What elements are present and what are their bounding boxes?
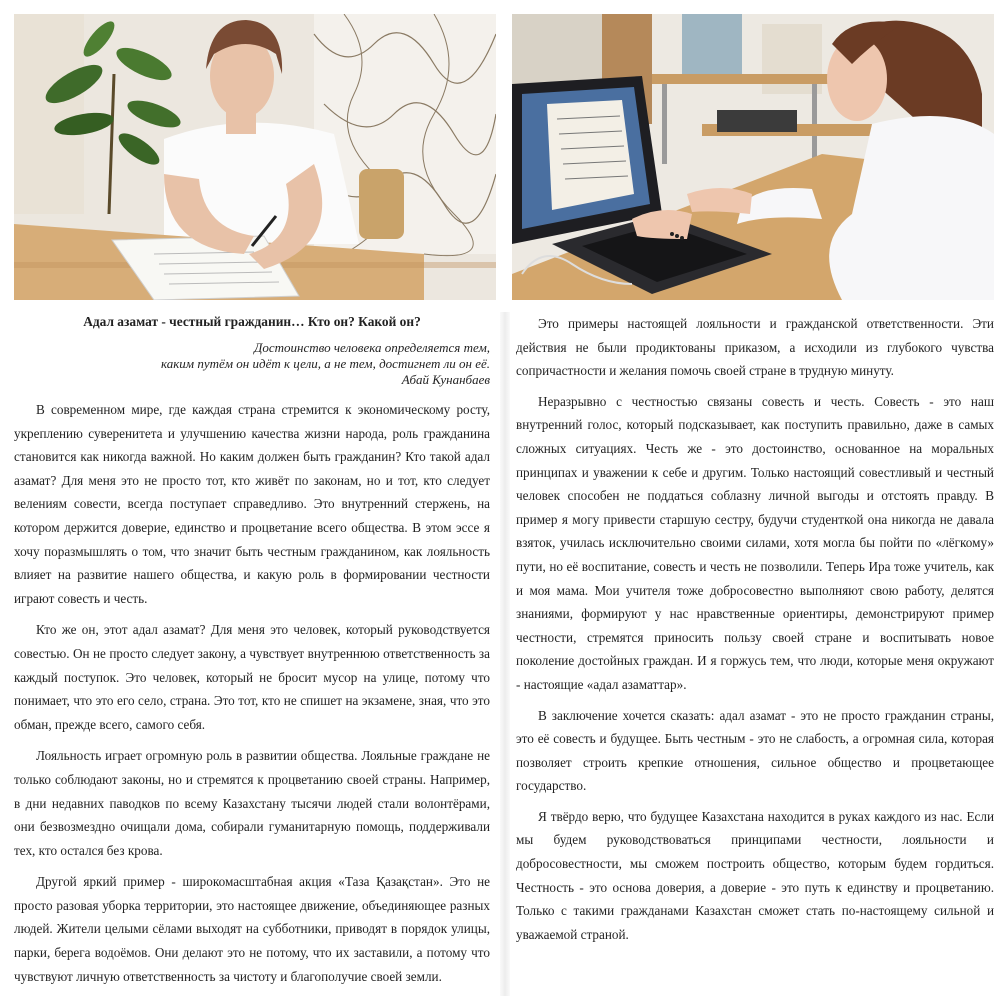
paragraph: Неразрывно с честностью связаны совесть и честь. Совесть - это наш внутренний голос, который подсказывает, как поступить правильно, даже в самых сложных ситуациях. Честь же - это достоинство, основанное на моральных принципах и уважении к себе и другим. Только настоящий совестливый и честный человек способен не поддаться соблазну личной выгоды и отстоять правду. В пример я могу привести старшую сестру, будучи студенткой она никогда не давала взяток, училась исключительно своими силами, хотя могла бы пойти по «лёгкому» пути, но её воспитание, совесть и честь не позволили. Теперь Ира тоже учитель, как и моя мама. Мои учителя тоже добросовестно выполняют свою работу, делятся знаниями, формируют у нас нравственные ориентиры, демонстрируют пример честности, стремятся приносить пользу своей стране и воспитывать новое поколение достойных граждан. И я горжусь тем, что люди, которые меня окружают - настоящие «адал азаматтар».: [516, 393, 994, 692]
photo-girl-writing-illustration: [14, 14, 496, 300]
essay-title: Адал азамат - честный гражданин… Кто он? Какой он?: [83, 314, 421, 329]
epigraph-line: каким путём он идёт к цели, а не тем, достигнет ли он её.: [160, 356, 490, 371]
paragraph: Другой яркий пример - широкомасштабная акция «Таза Қазақстан». Это не просто разовая уборка территории, это настоящее движение, объединяющее разных людей. Жители целыми сёлами выходят на субботники, приводят в порядок улицы, парки, берега водоёмов. Они делают это не потому, что их заставили, а потому что чувствуют личную ответственность за чистоту и благополучие своей земли.: [14, 874, 490, 984]
paragraph: В современном мире, где каждая страна стремится к экономическому росту, укреплению суверенитета и улучшению качества жизни народа, роль гражданина становится как никогда важной. Но каким должен быть гражданин? Кто такой адал азамат? Для меня это не просто тот, кто живёт по законам, но и тот, кто следует велениям совести, всегда поступает справедливо. Это внутренний стержень, на котором держится доверие, единство и процветание всего общества. В этом эссе я хочу поразмышлять о том, что значит быть честным гражданином, как лояльность влияет на развитие нашего общества, и какую роль в формировании честности играют совесть и честь.: [14, 402, 490, 606]
column-divider: [500, 312, 510, 996]
essay-right-column: [516, 312, 994, 996]
paragraph: Это примеры настоящей лояльности и гражданской ответственности. Эти действия не были продиктованы приказом, а исходили из глубокого чувства сопричастности и желания помочь своей стране в трудную минуту.: [516, 316, 994, 379]
paragraph: В заключение хочется сказать: адал азамат - это не просто гражданин страны, это её совесть и будущее. Быть честным - это не слабость, а огромная сила, которая позволяет строить крепкие отношения, сильное общество и процветающее государство.: [516, 707, 994, 794]
paragraph: Кто же он, этот адал азамат? Для меня это человек, который руководствуется совестью. Он не просто следует закону, а чувствует внутреннюю ответственность за каждый поступок. Это человек, который не бросит мусор на улице, потому что понимает, что это его село, страна. Это тот, кто не спишет на экзамене, зная, что это обман, прежде всего, самого себя.: [14, 622, 490, 732]
photo-girl-laptop-illustration: [512, 14, 994, 300]
epigraph-line: Достоинство человека определяется тем,: [254, 340, 490, 355]
epigraph: [14, 340, 490, 388]
paragraph: Лояльность играет огромную роль в развитии общества. Лояльные граждане не только соблюдают законы, но и стремятся к процветанию своей страны. Например, в дни недавних паводков по всему Казахстану тысячи людей стали волонтёрами, они безвозмездно очищали дома, собирали гуманитарную помощь, поддерживали тех, кто остался без крова.: [14, 748, 490, 858]
essay-left-column: [14, 312, 490, 996]
epigraph-author: Абай Кунанбаев: [401, 372, 490, 387]
paragraph: Я твёрдо верю, что будущее Казахстана находится в руках каждого из нас. Если мы будем руководствоваться принципами честности, лояльности и добросовестности, мы сможем построить общество, которым будем гордиться. Честность - это основа доверия, а доверие - это путь к единству и процветанию. Только с такими гражданами Казахстан сможет стать по-настоящему сильной и уважаемой страной.: [516, 808, 994, 942]
photo-girl-laptop: [512, 14, 994, 300]
photo-girl-writing: [14, 14, 496, 300]
